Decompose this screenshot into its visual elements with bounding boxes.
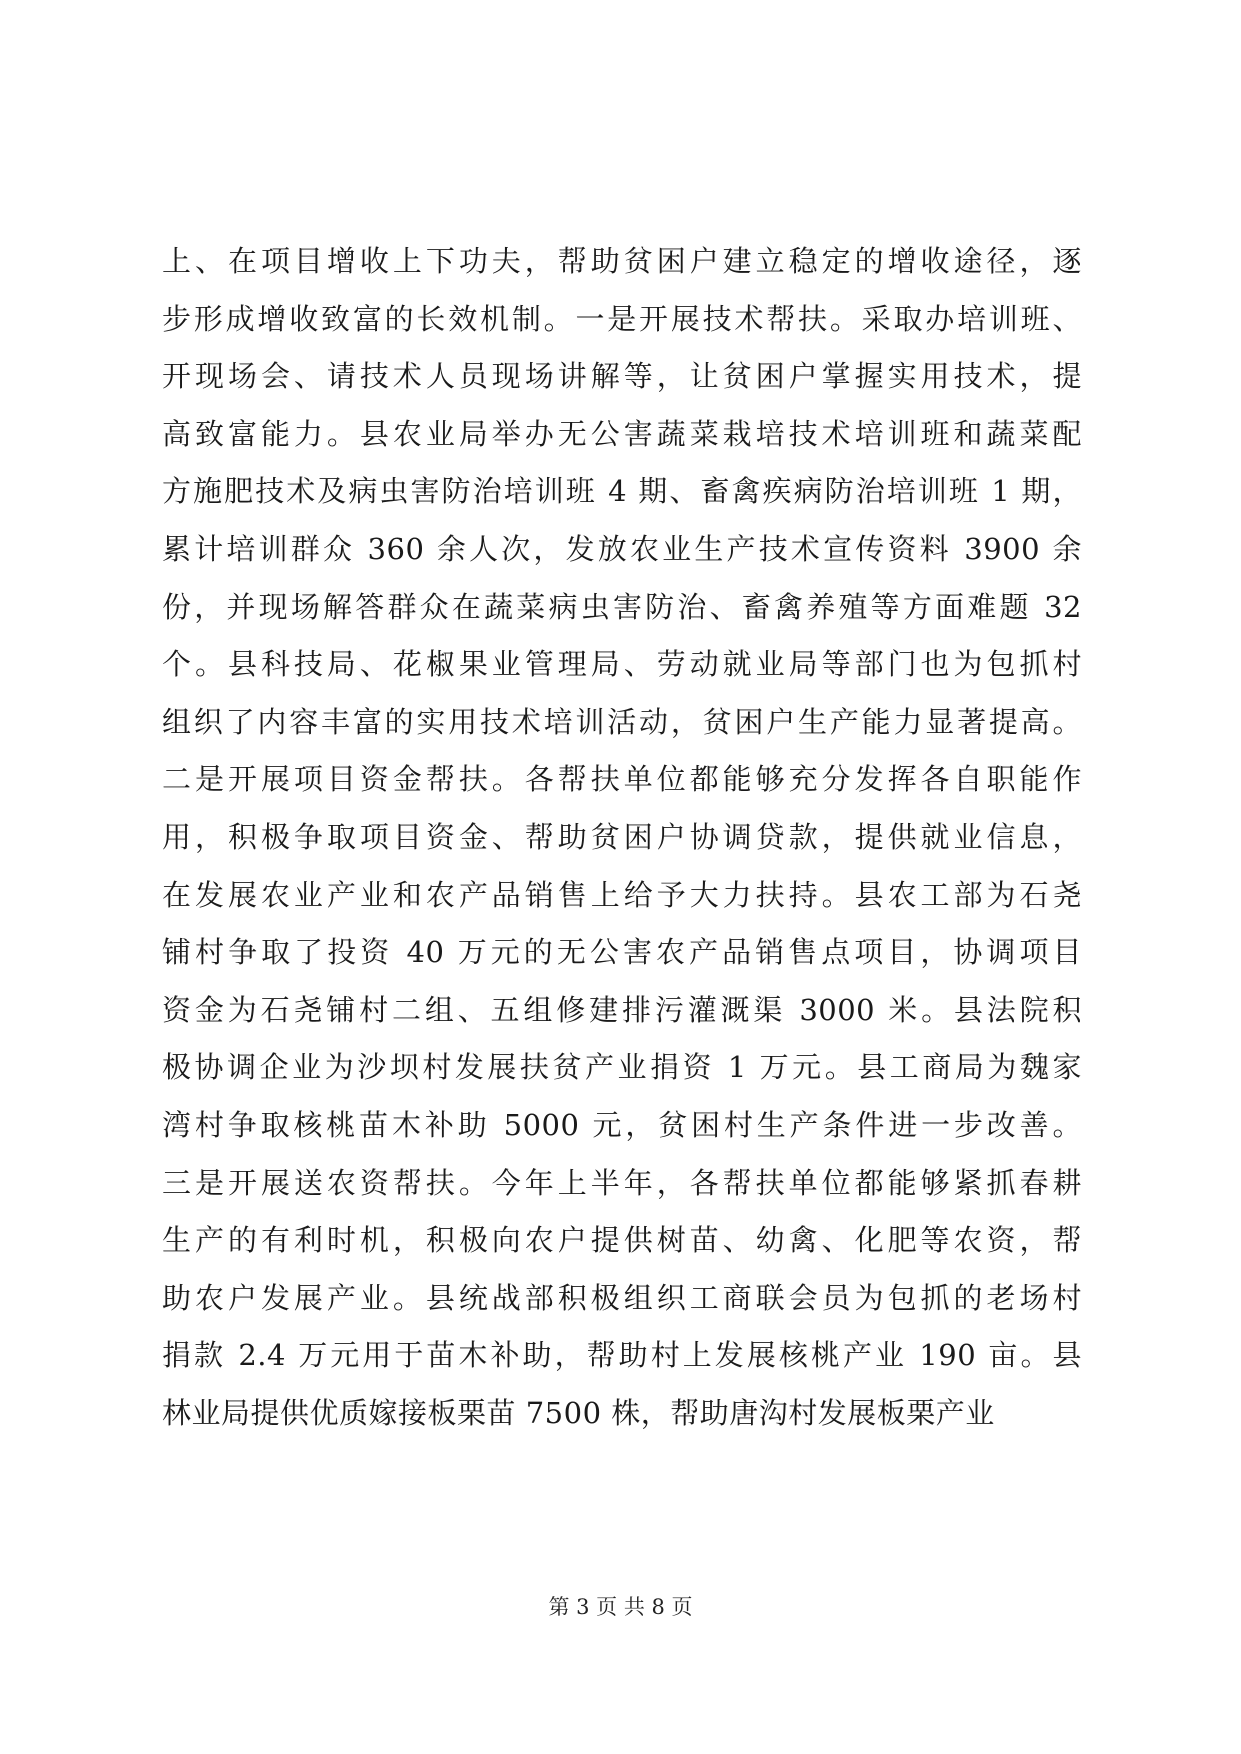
text-line: 铺村争取了投资 40 万元的无公害农产品销售点项目，协调项目 [162,935,1082,970]
text-line: 开现场会、请技术人员现场讲解等，让贫困户掌握实用技术，提 [162,359,1082,394]
text-line: 高致富能力。县农业局举办无公害蔬菜栽培技术培训班和蔬菜配 [162,416,1082,451]
text-line: 资金为石尧铺村二组、五组修建排污灌溉渠 3000 米。县法院积 [162,992,1082,1027]
text-line: 累计培训群众 360 余人次，发放农业生产技术宣传资料 3900 余 [162,531,1082,566]
text-line: 林业局提供优质嫁接板栗苗 7500 株，帮助唐沟村发展板栗产业 [162,1395,995,1430]
text-line: 步形成增收致富的长效机制。一是开展技术帮扶。采取办培训班、 [162,301,1082,336]
body-text [162,233,1082,1442]
text-line: 三是开展送农资帮扶。今年上半年，各帮扶单位都能够紧抓春耕 [162,1165,1082,1200]
text-line: 个。县科技局、花椒果业管理局、劳动就业局等部门也为包抓村 [162,647,1082,682]
text-line: 助农户发展产业。县统战部积极组织工商联会员为包抓的老场村 [162,1280,1082,1315]
text-line: 生产的有利时机，积极向农户提供树苗、幼禽、化肥等农资，帮 [162,1223,1082,1258]
text-line: 组织了内容丰富的实用技术培训活动，贫困户生产能力显著提高。 [162,704,1082,739]
text-line: 上、在项目增收上下功夫，帮助贫困户建立稳定的增收途径，逐 [162,244,1082,278]
text-line: 方施肥技术及病虫害防治培训班 4 期、畜禽疾病防治培训班 1 期， [162,474,1082,509]
text-line: 份，并现场解答群众在蔬菜病虫害防治、畜禽养殖等方面难题 32 [162,589,1082,624]
page-number-footer: 第 3 页 共 8 页 [548,1595,693,1619]
text-line: 捐款 2.4 万元用于苗木补助，帮助村上发展核桃产业 190 亩。县 [162,1338,1082,1373]
text-line: 二是开展项目资金帮扶。各帮扶单位都能够充分发挥各自职能作 [162,762,1082,797]
text-line: 用，积极争取项目资金、帮助贫困户协调贷款，提供就业信息， [162,819,1082,854]
text-line: 湾村争取核桃苗木补助 5000 元，贫困村生产条件进一步改善。 [162,1107,1082,1142]
text-line: 在发展农业产业和农产品销售上给予大力扶持。县农工部为石尧 [162,877,1082,912]
text-line: 极协调企业为沙坝村发展扶贫产业捐资 1 万元。县工商局为魏家 [162,1050,1082,1085]
